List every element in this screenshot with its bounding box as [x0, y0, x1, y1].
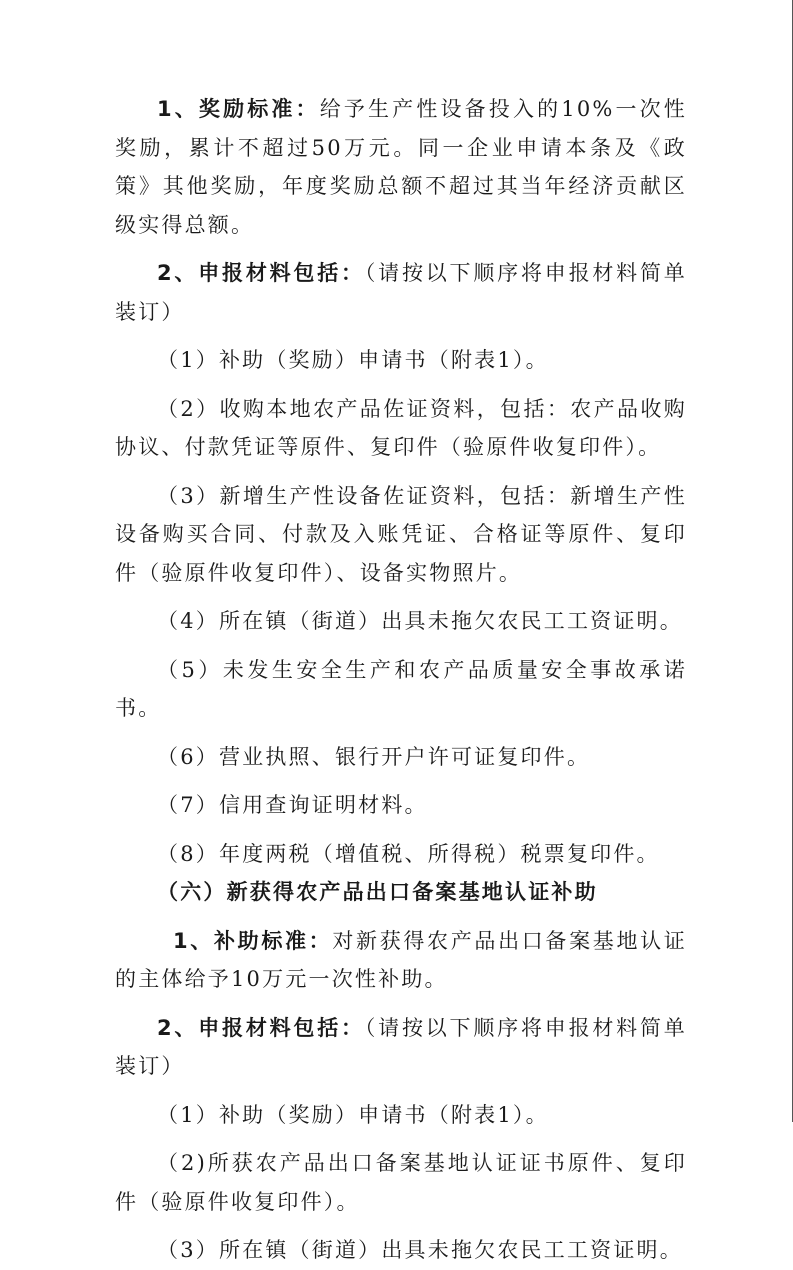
material-item-1: （1）补助（奖励）申请书（附表1）。 [157, 348, 549, 372]
subsidy-standard-paragraph [115, 922, 687, 999]
material-item-2: （2）收购本地农产品佐证资料，包括：农产品收购协议、付款凭证等原件、复印件（验原件收复印件）。 [115, 396, 687, 459]
materials-heading-lead: 2、申报材料包括： [157, 261, 365, 285]
material-item-b3: （3）所在镇（街道）出具未拖欠农民工工资证明。 [157, 1238, 683, 1262]
subsidy-standard-lead: 1、补助标准： [173, 928, 333, 953]
section-heading: （六）新获得农产品出口备案基地认证补助 [157, 880, 598, 904]
material-item-6: （6）营业执照、银行开户许可证复印件。 [157, 744, 591, 769]
materials-heading-paragraph [115, 254, 687, 331]
reward-standard-lead: 1、奖励标准： [157, 97, 320, 121]
material-item-8: （8）年度两税（增值税、所得税）税票复印件。 [157, 841, 660, 866]
material-item-3: （3）新增生产性设备佐证资料，包括：新增生产性设备购买合同、付款及入账凭证、合格证等原件、复印件（验原件收复印件）、设备实物照片。 [115, 483, 687, 585]
materials-heading-text: （请按以下顺序将申报材料简单装订） [115, 261, 687, 324]
materials-heading-paragraph-2 [115, 1009, 687, 1086]
materials-heading-text-2: （请按以下顺序将申报材料简单装订） [115, 1015, 687, 1078]
subsidy-standard-text: 对新获得农产品出口备案基地认证的主体给予10万元一次性补助。 [115, 928, 687, 991]
materials-heading-lead-2: 2、申报材料包括： [157, 1015, 365, 1040]
material-item-b1: （1）补助（奖励）申请书（附表1）。 [157, 1102, 549, 1127]
material-item-b2: （2)所获农产品出口备案基地认证证书原件、复印件（验原件收复印件）。 [115, 1151, 687, 1214]
material-item-4: （4）所在镇（街道）出具未拖欠农民工工资证明。 [157, 609, 683, 633]
reward-standard-text: 给予生产性设备投入的10%一次性奖励，累计不超过50万元。同一企业申请本条及《政策》其他奖励，年度奖励总额不超过其当年经济贡献区级实得总额。 [115, 97, 687, 237]
reward-standard-paragraph [115, 90, 687, 244]
document-body [115, 90, 687, 1270]
material-item-7: （7）信用查询证明材料。 [157, 793, 428, 817]
material-item-5: （5）未发生安全生产和农产品质量安全事故承诺书。 [115, 657, 687, 720]
